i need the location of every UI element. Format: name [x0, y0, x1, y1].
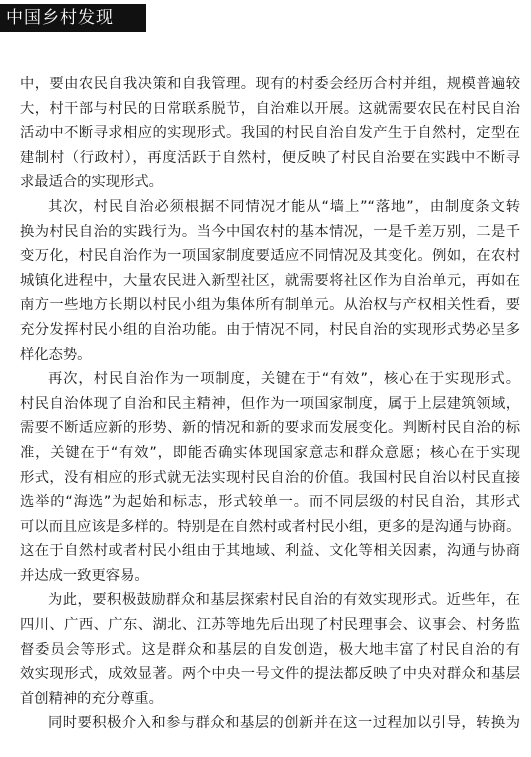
- text-line: 样化态势。: [20, 346, 92, 363]
- text-line: 充分发挥村民小组的自治功能。由于情况不同，村民自治的实现形式势必呈多: [20, 321, 520, 338]
- text-line: 村民自治体现了自治和民主精神，但作为一项国家制度，属于上层建筑领域，: [20, 395, 520, 412]
- text-line: 同时要积极介入和参与群众和基层的创新并在这一过程加以引导，转换为: [48, 715, 520, 732]
- paragraph: [20, 711, 520, 736]
- text-line: 效实现形式，成效显著。两个中央一号文件的提法都反映了中央对群众和基层: [20, 666, 520, 683]
- text-line: 并达成一致更容易。: [20, 567, 149, 584]
- text-line: 四川、广西、广东、湖北、江苏等地先后出现了村民理事会、议事会、村务监: [20, 617, 520, 634]
- text-line: 为此，要积极鼓励群众和基层探索村民自治的有效实现形式。近些年，在: [48, 592, 520, 609]
- text-line: 再次，村民自治作为一项制度，关键在于“有效”，核心在于实现形式。: [48, 371, 520, 388]
- paragraph: [20, 195, 520, 367]
- header-title: 中国乡村发现: [6, 8, 114, 28]
- text-line: 可以而且应该是多样的。特别是在自然村或者村民小组，更多的是沟通与协商。: [20, 518, 520, 535]
- text-line: 南方一些地方长期以村民小组为集体所有制单元。从治权与产权相关性看，要: [20, 297, 520, 314]
- text-line: 首创精神的充分尊重。: [20, 690, 163, 707]
- text-line: 准，关键在于“有效”，即能否确实体现国家意志和群众意愿；核心在于实现: [20, 444, 520, 461]
- text-line: 城镇化进程中，大量农民进入新型社区，就需要将社区作为自治单元，再如在: [20, 272, 520, 289]
- paragraph: [20, 72, 520, 195]
- header-banner: [0, 4, 146, 32]
- text-line: 选举的“海选”为起始和标志，形式较单一。而不同层级的村民自治，其形式: [20, 494, 520, 511]
- text-line: 换为村民自治的实践行为。当今中国农村的基本情况，一是千差万别，二是千: [20, 223, 520, 240]
- text-line: 变万化，村民自治作为一项国家制度要适应不同情况及其变化。例如，在农村: [20, 248, 520, 265]
- text-line: 这在于自然村或者村民小组由于其地域、利益、文化等相关因素，沟通与协商: [20, 543, 520, 560]
- text-line: 求最适合的实现形式。: [20, 174, 163, 191]
- article-body: [20, 72, 520, 736]
- text-line: 大，村干部与村民的日常联系脱节，自治难以开展。这就需要农民在村民自治: [20, 100, 520, 117]
- text-line: 建制村（行政村），再度活跃于自然村，便反映了村民自治要在实践中不断寻: [20, 149, 520, 166]
- text-line: 其次，村民自治必须根据不同情况才能从“墙上”“落地”，由制度条文转: [48, 198, 520, 215]
- text-line: 督委员会等形式。这是群众和基层的自发创造，极大地丰富了村民自治的有: [20, 641, 520, 658]
- text-line: 活动中不断寻求相应的实现形式。我国的村民自治自发产生于自然村，定型在: [20, 125, 520, 142]
- paragraph: [20, 588, 520, 711]
- paragraph: [20, 367, 520, 588]
- text-line: 形式，没有相应的形式就无法实现村民自治的价值。我国村民自治以村民直接: [20, 469, 520, 486]
- text-line: 中，要由农民自我决策和自我管理。现有的村委会经历合村并组，规模普遍较: [20, 76, 520, 92]
- text-line: 需要不断适应新的形势、新的情况和新的要求而发展变化。判断村民自治的标: [20, 420, 520, 437]
